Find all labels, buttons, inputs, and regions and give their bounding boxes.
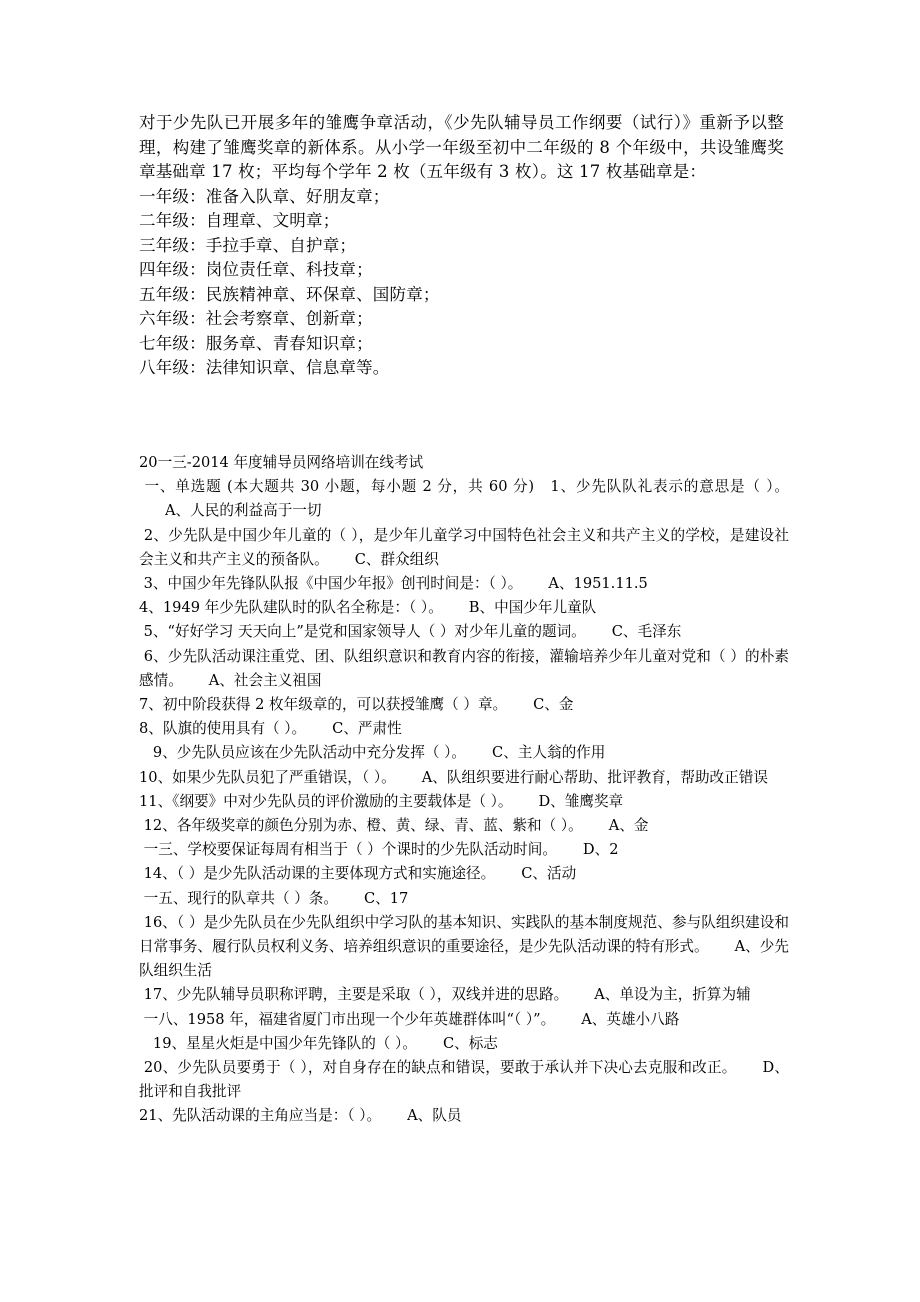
question-text: 3、中国少年先锋队队报《中国少年报》创刊时间是：（ ）。: [139, 575, 523, 593]
question-answer: A、单设为主，折算为辅: [594, 986, 751, 1004]
exam-section: [139, 451, 789, 1129]
question-answer: C、主人翁的作用: [492, 744, 606, 762]
question-answer: D、批评和自我批评: [139, 1059, 789, 1101]
question-item: [139, 1056, 789, 1104]
question-answer: A、社会主义祖国: [208, 671, 322, 689]
question-text: 一八、1958 年，福建省厦门市出现一个少年英雄群体叫“（ ）”。: [139, 1010, 556, 1028]
question-item: [139, 475, 789, 523]
question-answer: C、毛泽东: [611, 623, 682, 641]
question-answer: D、雏鹰奖章: [538, 792, 624, 810]
question-text: 4、1949 年少先队建队时的队名全称是：（ ）。: [139, 599, 443, 617]
question-item: [139, 887, 789, 911]
grade-line: 八年级：法律知识章、信息章等。: [139, 358, 390, 377]
question-text: 8、队旗的使用具有（ ）。: [139, 720, 307, 738]
question-item: [139, 596, 789, 620]
question-answer: A、英雄小八路: [581, 1010, 680, 1028]
grade-line: 二年级：自理章、文明章；: [139, 211, 340, 230]
question-answer: C、群众组织: [354, 550, 439, 568]
question-text: 16、（ ）是少先队员在少先队组织中学习队的基本知识、实践队的基本制度规范、参与队组织建设和日常事务、履行队员权利义务、培养组织意识的重要途径，是少先队活动课的特有形式。: [139, 913, 789, 956]
question-item: [139, 983, 789, 1007]
question-item: [139, 911, 789, 984]
grade-line: 四年级：岗位责任章、科技章；: [139, 260, 373, 279]
intro-section: [139, 111, 784, 381]
question-item: [139, 524, 789, 572]
question-item: [139, 717, 789, 741]
question-answer: C、17: [364, 889, 409, 907]
question-text: 17、少先队辅导员职称评聘，主要是采取（ ），双线并进的思路。: [139, 986, 569, 1004]
question-answer: A、1951.11.5: [548, 575, 648, 593]
question-text: 20、少先队员要勇于（ ），对自身存在的缺点和错误，要敢于承认并下决心去克服和改正。: [139, 1059, 737, 1077]
question-text: 一、单选题 (本大题共 30 小题，每小题 2 分，共 60 分) 1、少先队队礼表示的意思是（ ）。: [139, 478, 789, 496]
question-answer: A、人民的利益高于一切: [165, 502, 322, 520]
question-item: [139, 790, 789, 814]
question-text: 21、先队活动课的主角应当是：（ ）。: [139, 1107, 382, 1125]
question-text: 9、少先队员应该在少先队活动中充分发挥（ ）。: [139, 744, 467, 762]
question-text: 6、少先队活动课注重党、团、队组织意识和教育内容的衔接，灌输培养少年儿童对党和（ ）的朴素感情。: [139, 647, 789, 689]
question-item: [139, 741, 789, 765]
grade-badge-list: [139, 185, 784, 381]
question-answer: B、中国少年儿童队: [468, 599, 597, 617]
question-answer: A、队组织要进行耐心帮助、批评教育，帮助改正错误: [421, 768, 768, 786]
question-answer: A、金: [608, 817, 649, 835]
grade-line: 五年级：民族精神章、环保章、国防章；: [139, 284, 440, 304]
question-item: [139, 620, 789, 644]
grade-line: 一年级：准备入队章、好朋友章；: [139, 186, 390, 206]
question-item: [139, 1008, 789, 1032]
question-text: 19、星星火炬是中国少年先锋队的（ ）。: [139, 1034, 417, 1052]
question-answer: C、严肃性: [332, 720, 402, 738]
question-item: [139, 1104, 789, 1128]
question-item: [139, 766, 789, 790]
question-text: 5、“好好学习 天天向上”是党和国家领导人（ ）对少年儿童的题词。: [139, 623, 586, 641]
question-text: 7、初中阶段获得 2 枚年级章的，可以获授雏鹰（ ）章。: [139, 696, 508, 714]
question-item: [139, 572, 789, 596]
question-item: [139, 814, 789, 838]
question-item: [139, 862, 789, 886]
grade-line: 三年级：手拉手章、自护章；: [139, 235, 357, 255]
question-item: [139, 1032, 789, 1056]
question-text: 11、《纲要》中对少先队员的评价激励的主要载体是（ ）。: [139, 792, 513, 810]
grade-line: 六年级：社会考察章、创新章；: [139, 309, 373, 328]
question-answer: A、少先队组织生活: [139, 938, 789, 980]
question-answer: C、金: [533, 696, 574, 714]
exam-title: 20一三-2014 年度辅导员网络培训在线考试: [139, 454, 424, 471]
question-item: [139, 693, 789, 717]
question-text: 10、如果少先队员犯了严重错误，（ ）。: [139, 768, 396, 786]
question-text: 12、各年级奖章的颜色分别为赤、橙、黄、绿、青、蓝、紫和（ ）。: [139, 817, 583, 835]
intro-paragraph: 对于少先队已开展多年的雏鹰争章活动，《少先队辅导员工作纲要（试行）》重新予以整理，构建了雏鹰奖章的新体系。从小学一年级至初中二年级的 8 个年级中，共设雏鹰奖章基础章 17 枚；平均每个学年 2 枚（五年级有 3 枚）。这 17 枚基础章是：: [139, 113, 784, 181]
question-list: [139, 475, 789, 1128]
question-text: 2、少先队是中国少年儿童的（ ），是少年儿童学习中国特色社会主义和共产主义的学校，是建设社会主义和共产主义的预备队。: [139, 526, 789, 568]
question-text: 一五、现行的队章共（ ）条。: [139, 889, 338, 907]
question-answer: C、活动: [521, 865, 577, 883]
question-answer: C、标志: [442, 1034, 498, 1052]
question-text: 一三、学校要保证每周有相当于（ ）个课时的少先队活动时间。: [139, 841, 557, 859]
question-answer: D、2: [582, 841, 619, 859]
question-item: [139, 838, 789, 862]
grade-line: 七年级：服务章、青春知识章；: [139, 333, 373, 353]
question-answer: A、队员: [407, 1107, 462, 1125]
question-text: 14、（ ）是少先队活动课的主要体现方式和实施途径。: [139, 865, 496, 883]
question-item: [139, 645, 789, 693]
